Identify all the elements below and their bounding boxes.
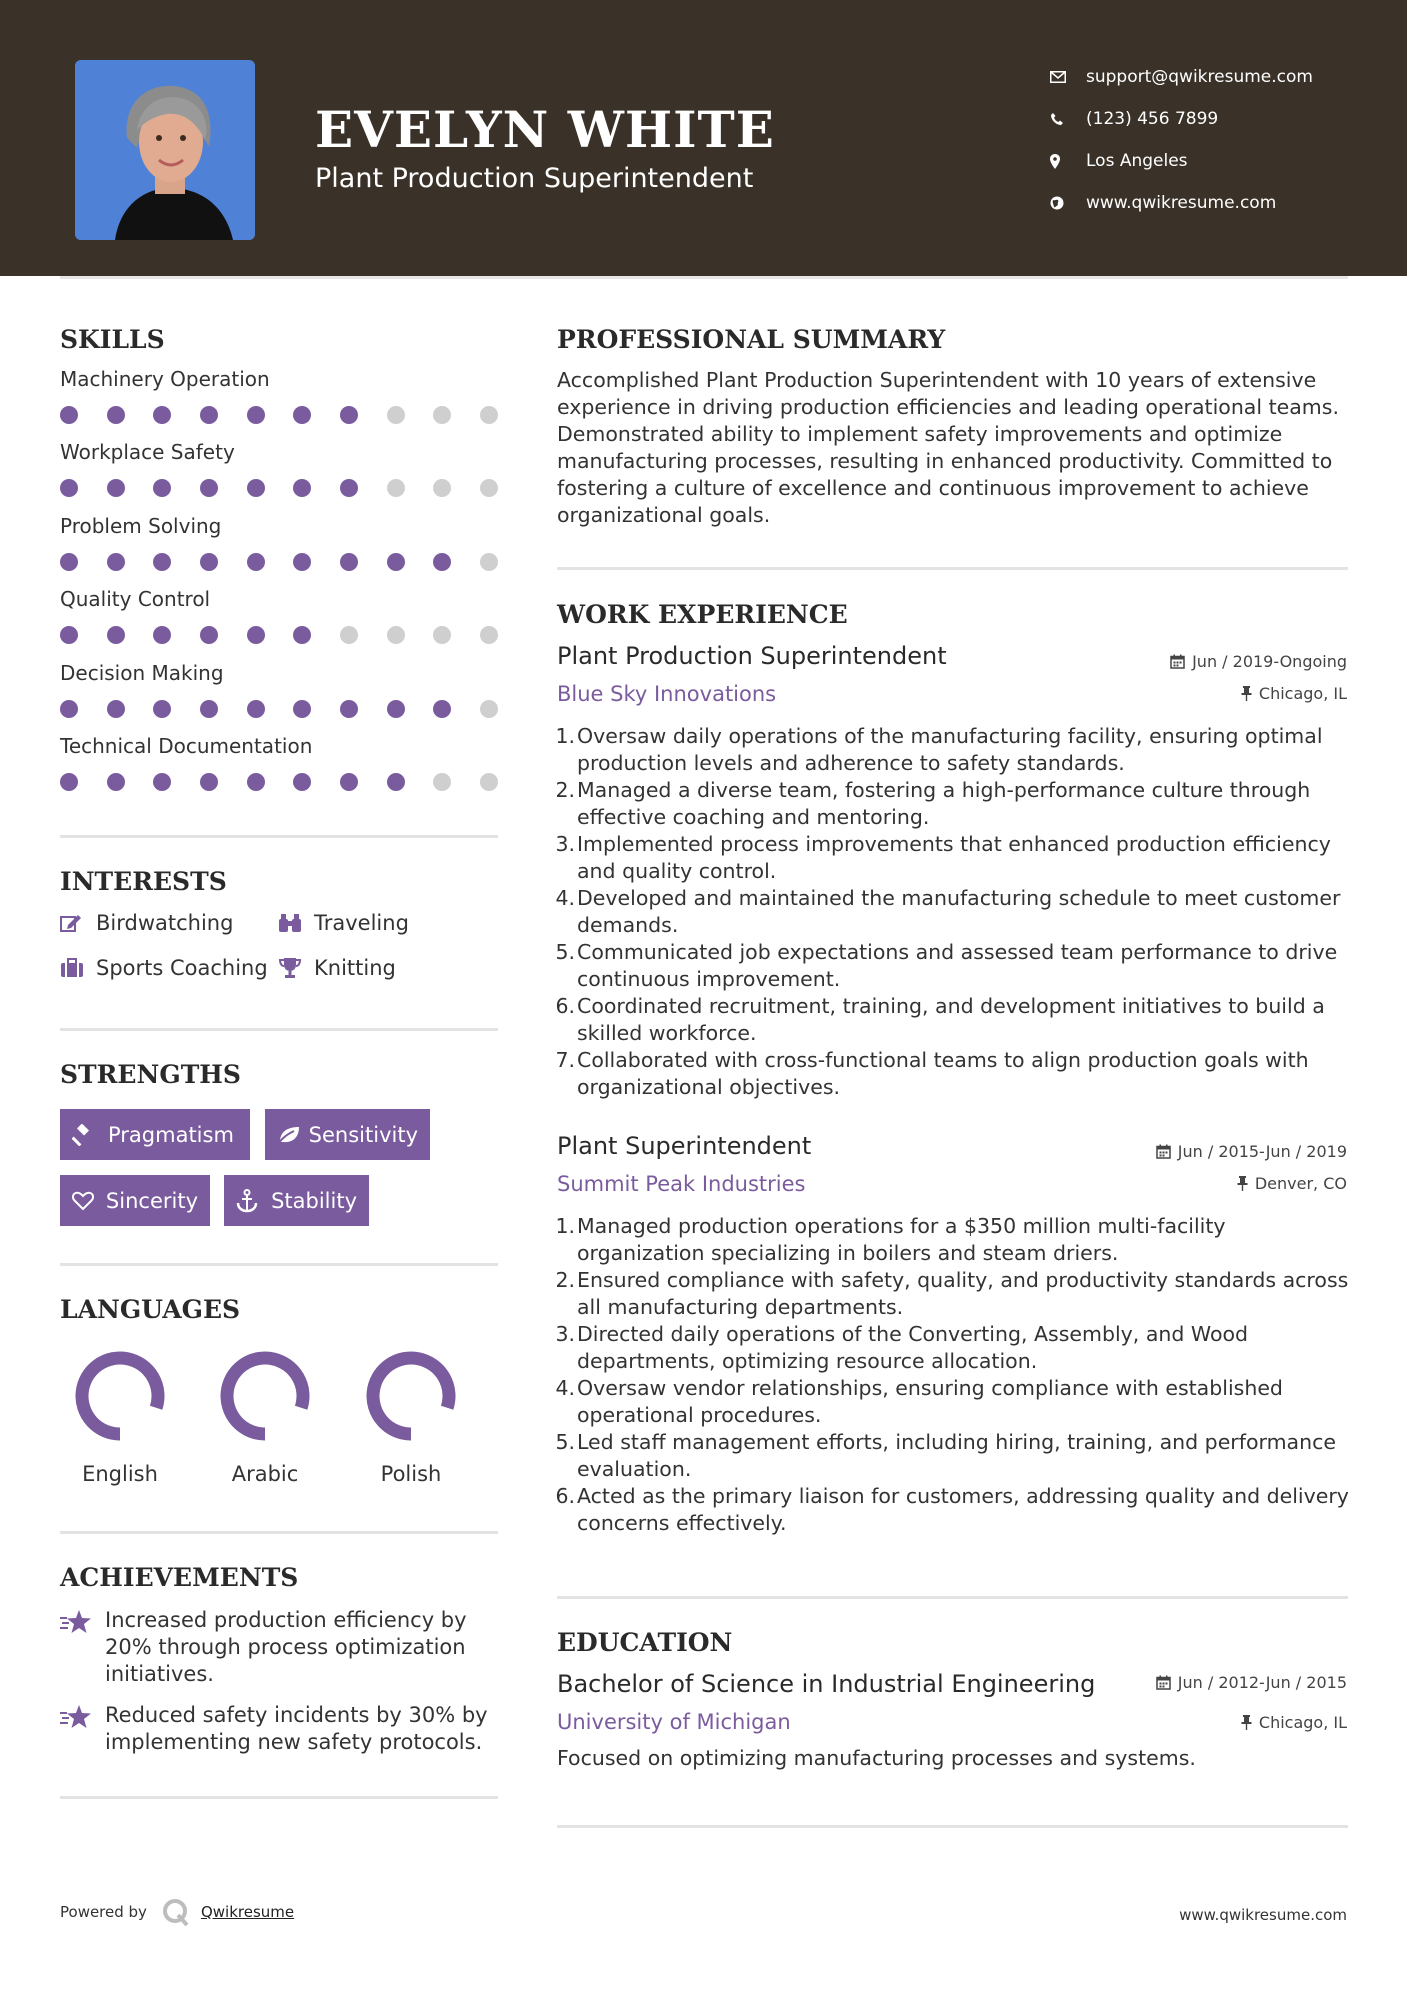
contact-email-text: support@qwikresume.com	[1086, 67, 1313, 87]
interest-label: Traveling	[314, 911, 409, 935]
candidate-title: Plant Production Superintendent	[315, 163, 754, 194]
skill-dot	[387, 553, 405, 571]
skill-dot	[340, 406, 358, 424]
gavel-icon	[72, 1124, 108, 1146]
skill-item	[60, 440, 500, 497]
list-number: 6.	[555, 994, 575, 1018]
skill-dot	[153, 553, 171, 571]
strength-tag	[224, 1175, 369, 1226]
list-number: 7.	[555, 1048, 575, 1072]
achievement-item	[60, 1607, 500, 1688]
list-number: 6.	[555, 1484, 575, 1508]
responsibility-text: Managed a diverse team, fostering a high-performance culture through effective coaching and mentoring.	[577, 778, 1311, 829]
skill-dot	[60, 700, 78, 718]
skill-dot	[340, 479, 358, 497]
section-divider	[60, 1796, 498, 1799]
education-location-text: Chicago, IL	[1258, 1713, 1347, 1732]
pencil-icon	[60, 913, 96, 933]
job-location	[1241, 684, 1347, 703]
language-progress-arc	[82, 1358, 158, 1434]
skill-dot	[247, 626, 265, 644]
skill-dot	[200, 700, 218, 718]
skill-dot	[340, 700, 358, 718]
resume-header	[0, 0, 1407, 276]
interests-heading: INTERESTS	[60, 867, 227, 896]
skill-dot	[293, 406, 311, 424]
heart-icon	[72, 1191, 106, 1211]
list-number: 4.	[555, 1376, 575, 1400]
skill-rating	[60, 773, 498, 791]
skill-dot	[387, 479, 405, 497]
skill-dot	[340, 553, 358, 571]
skill-rating	[60, 626, 498, 644]
skill-dot	[60, 553, 78, 571]
skill-dot	[60, 773, 78, 791]
responsibility-item	[551, 1483, 1351, 1537]
section-divider	[557, 1596, 1348, 1599]
leaf-icon	[277, 1125, 309, 1145]
strength-tag	[60, 1175, 210, 1226]
skill-dot	[200, 479, 218, 497]
responsibility-item	[551, 993, 1351, 1047]
school-name: University of Michigan	[557, 1710, 791, 1734]
skill-dot	[387, 626, 405, 644]
skill-dot	[200, 773, 218, 791]
list-number: 1.	[555, 724, 575, 748]
pushpin-icon	[1241, 1715, 1252, 1730]
skill-dot	[107, 700, 125, 718]
calendar-icon	[1156, 1675, 1171, 1690]
skill-dot	[60, 479, 78, 497]
calendar-icon	[1156, 1144, 1171, 1159]
section-divider	[557, 1825, 1348, 1828]
skill-rating	[60, 700, 498, 718]
strength-label: Pragmatism	[108, 1122, 234, 1147]
skill-dot	[153, 773, 171, 791]
skill-dot	[433, 773, 451, 791]
achievement-item	[60, 1702, 500, 1756]
education-dates	[1156, 1673, 1347, 1692]
responsibility-item	[551, 831, 1351, 885]
list-number: 2.	[555, 1268, 575, 1292]
job-title: Plant Production Superintendent	[557, 642, 947, 670]
skill-dot	[107, 553, 125, 571]
responsibility-text: Oversaw daily operations of the manufacturing facility, ensuring optimal production levels and adherence to safety standards.	[577, 724, 1323, 775]
skill-name: Problem Solving	[60, 514, 222, 538]
interest-item	[278, 911, 409, 935]
skill-item	[60, 734, 500, 791]
language-proficiency-ring	[72, 1348, 168, 1444]
contact-list	[1050, 56, 1313, 224]
work-heading: WORK EXPERIENCE	[557, 600, 848, 629]
skill-name: Technical Documentation	[60, 734, 313, 758]
strength-label: Sincerity	[105, 1188, 198, 1213]
list-number: 1.	[555, 1214, 575, 1238]
contact-location-text: Los Angeles	[1086, 151, 1188, 171]
language-label: Arabic	[231, 1462, 299, 1486]
skill-dot	[247, 479, 265, 497]
language-item	[60, 1348, 180, 1486]
skill-dot	[200, 406, 218, 424]
languages-heading: LANGUAGES	[60, 1295, 241, 1324]
skill-dot	[107, 773, 125, 791]
skill-dot	[247, 553, 265, 571]
summary-heading: PROFESSIONAL SUMMARY	[557, 325, 946, 354]
anchor-icon	[236, 1189, 271, 1213]
responsibility-item	[551, 1267, 1351, 1321]
skill-dot	[293, 626, 311, 644]
pushpin-icon	[1237, 1176, 1248, 1191]
list-number: 3.	[555, 1322, 575, 1346]
section-divider	[557, 567, 1348, 570]
skill-dot	[107, 406, 125, 424]
responsibility-text: Led staff management efforts, including hiring, training, and performance evaluation.	[577, 1430, 1336, 1481]
language-progress-arc	[227, 1358, 303, 1434]
responsibility-item	[551, 777, 1351, 831]
skill-dot	[480, 406, 498, 424]
job-location-text: Chicago, IL	[1258, 684, 1347, 703]
education-heading: EDUCATION	[557, 1628, 733, 1657]
contact-phone[interactable]	[1050, 98, 1313, 140]
strength-label: Stability	[271, 1188, 357, 1213]
skill-name: Machinery Operation	[60, 367, 270, 391]
achievements-heading: ACHIEVEMENTS	[60, 1563, 299, 1592]
footer-website[interactable]: www.qwikresume.com	[1179, 1906, 1347, 1924]
skill-dot	[200, 553, 218, 571]
profile-photo	[75, 60, 255, 240]
responsibility-text: Managed production operations for a $350 million multi-facility organization specializing in boilers and steam driers.	[577, 1214, 1226, 1265]
skill-dot	[153, 406, 171, 424]
skill-dot	[247, 700, 265, 718]
skill-dot	[60, 406, 78, 424]
skill-dot	[293, 553, 311, 571]
skill-dot	[60, 626, 78, 644]
powered-by-text: Powered by	[60, 1903, 147, 1921]
language-item	[205, 1348, 325, 1486]
skills-heading: SKILLS	[60, 325, 165, 354]
skill-dot	[293, 700, 311, 718]
responsibility-text: Directed daily operations of the Converting, Assembly, and Wood departments, optimizing resource allocation.	[577, 1322, 1249, 1373]
skill-rating	[60, 553, 498, 571]
contact-website[interactable]	[1050, 182, 1313, 224]
contact-phone-text: (123) 456 7899	[1086, 109, 1219, 129]
skill-dot	[480, 773, 498, 791]
education-location	[1241, 1713, 1347, 1732]
responsibility-item	[551, 1213, 1351, 1267]
achievement-text: Reduced safety incidents by 30% by implementing new safety protocols.	[105, 1703, 488, 1754]
header-divider	[60, 276, 1348, 279]
list-number: 3.	[555, 832, 575, 856]
education-description: Focused on optimizing manufacturing processes and systems.	[557, 1746, 1196, 1770]
responsibility-text: Collaborated with cross-functional teams to align production goals with organizational objectives.	[577, 1048, 1309, 1099]
language-label: English	[82, 1462, 158, 1486]
globe-icon	[1050, 196, 1086, 210]
strengths-heading: STRENGTHS	[60, 1060, 241, 1089]
skill-dot	[153, 626, 171, 644]
education-dates-text: Jun / 2012-Jun / 2015	[1177, 1673, 1347, 1692]
candidate-name: EVELYN WHITE	[315, 100, 775, 159]
list-number: 4.	[555, 886, 575, 910]
skill-dot	[340, 773, 358, 791]
phone-icon	[1050, 112, 1086, 126]
section-divider	[60, 1028, 498, 1031]
skill-dot	[433, 479, 451, 497]
interest-label: Birdwatching	[96, 911, 234, 935]
section-divider	[60, 1531, 498, 1534]
qwikresume-logo-icon	[161, 1897, 191, 1927]
strength-label: Sensitivity	[308, 1122, 418, 1147]
interest-label: Knitting	[314, 956, 396, 980]
skill-item	[60, 587, 500, 644]
envelope-icon	[1050, 71, 1086, 83]
responsibility-text: Implemented process improvements that enhanced production efficiency and quality control.	[577, 832, 1331, 883]
job-dates-text: Jun / 2019-Ongoing	[1192, 652, 1347, 671]
responsibility-text: Coordinated recruitment, training, and development initiatives to build a skilled workforce.	[577, 994, 1325, 1045]
list-number: 5.	[555, 940, 575, 964]
responsibility-item	[551, 1047, 1351, 1101]
contact-website-text: www.qwikresume.com	[1086, 193, 1277, 213]
skill-dot	[387, 773, 405, 791]
summary-text: Accomplished Plant Production Superintendent with 10 years of extensive experience in driving production efficiencies and leading operational teams. Demonstrated ability to implement safety improvements and optimize manufacturing processes, resulting in enhanced productivity. Committed to fostering a culture of excellence and continuous improvement to achieve organizational goals.	[557, 368, 1339, 527]
skill-dot	[433, 406, 451, 424]
skill-dot	[433, 700, 451, 718]
job-title: Plant Superintendent	[557, 1132, 812, 1160]
section-divider	[60, 1263, 498, 1266]
job-dates-text: Jun / 2015-Jun / 2019	[1177, 1142, 1347, 1161]
job-location-text: Denver, CO	[1254, 1174, 1347, 1193]
trophy-icon	[278, 957, 314, 979]
skill-rating	[60, 479, 498, 497]
job-location	[1237, 1174, 1347, 1193]
degree-title: Bachelor of Science in Industrial Engineering	[557, 1670, 1096, 1698]
skill-dot	[107, 626, 125, 644]
skill-dot	[293, 773, 311, 791]
job-responsibilities	[551, 1213, 1351, 1537]
responsibility-item	[551, 1375, 1351, 1429]
skill-item	[60, 661, 500, 718]
skill-dot	[480, 700, 498, 718]
skill-dot	[387, 406, 405, 424]
calendar-icon	[1170, 654, 1185, 669]
responsibility-item	[551, 939, 1351, 993]
company-name: Blue Sky Innovations	[557, 682, 777, 706]
list-number: 5.	[555, 1430, 575, 1454]
skill-item	[60, 367, 500, 424]
responsibility-text: Developed and maintained the manufacturing schedule to meet customer demands.	[577, 886, 1341, 937]
responsibility-item	[551, 1429, 1351, 1483]
language-label: Polish	[380, 1462, 442, 1486]
responsibility-text: Acted as the primary liaison for customers, addressing quality and delivery concerns effectively.	[577, 1484, 1349, 1535]
job-dates	[1156, 1142, 1347, 1161]
strength-tag	[60, 1109, 250, 1160]
contact-location	[1050, 140, 1313, 182]
language-item	[351, 1348, 471, 1486]
interest-item	[60, 911, 233, 935]
skill-dot	[293, 479, 311, 497]
section-divider	[60, 835, 498, 838]
skill-dot	[480, 553, 498, 571]
skill-dot	[247, 773, 265, 791]
list-number: 2.	[555, 778, 575, 802]
skill-dot	[480, 626, 498, 644]
footer-powered-by	[60, 1897, 294, 1927]
responsibility-item	[551, 1321, 1351, 1375]
job-responsibilities	[551, 723, 1351, 1101]
achievement-text: Increased production efficiency by 20% through process optimization initiatives.	[105, 1608, 467, 1686]
briefcase-icon	[60, 958, 96, 978]
skill-name: Decision Making	[60, 661, 224, 685]
star-icon	[60, 1702, 105, 1756]
skill-name: Workplace Safety	[60, 440, 235, 464]
skill-dot	[340, 626, 358, 644]
responsibility-text: Communicated job expectations and assessed team performance to drive continuous improvement.	[577, 940, 1338, 991]
responsibility-item	[551, 723, 1351, 777]
star-icon	[60, 1607, 105, 1688]
skill-rating	[60, 406, 498, 424]
interest-label: Sports Coaching	[96, 956, 268, 980]
qwikresume-link[interactable]: Qwikresume	[200, 1903, 295, 1921]
interest-item	[60, 956, 268, 980]
company-name: Summit Peak Industries	[557, 1172, 806, 1196]
interest-item	[278, 956, 396, 980]
language-proficiency-ring	[217, 1348, 313, 1444]
language-proficiency-ring	[363, 1348, 459, 1444]
skill-dot	[387, 700, 405, 718]
skill-dot	[433, 626, 451, 644]
skill-dot	[480, 479, 498, 497]
pushpin-icon	[1241, 686, 1252, 701]
responsibility-item	[551, 885, 1351, 939]
skill-dot	[153, 479, 171, 497]
contact-email[interactable]	[1050, 56, 1313, 98]
strength-tag	[265, 1109, 430, 1160]
job-dates	[1170, 652, 1347, 671]
skill-name: Quality Control	[60, 587, 211, 611]
skill-dot	[433, 553, 451, 571]
binoculars-icon	[278, 913, 314, 933]
language-progress-arc	[373, 1358, 449, 1434]
skill-dot	[107, 479, 125, 497]
skill-dot	[153, 700, 171, 718]
skill-dot	[200, 626, 218, 644]
responsibility-text: Ensured compliance with safety, quality, and productivity standards across all manufacturing departments.	[577, 1268, 1349, 1319]
map-pin-icon	[1050, 154, 1086, 169]
responsibility-text: Oversaw vendor relationships, ensuring compliance with established operational procedures.	[577, 1376, 1283, 1427]
skill-item	[60, 514, 500, 571]
skill-dot	[247, 406, 265, 424]
